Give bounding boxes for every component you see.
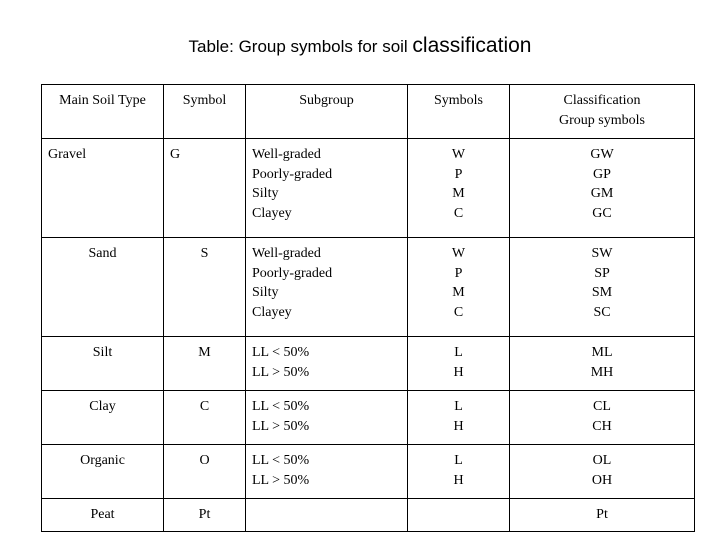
symbol-item: P bbox=[454, 265, 463, 281]
symbol-cell: C bbox=[164, 391, 246, 445]
symbol-item: M bbox=[452, 285, 465, 300]
symbol-item: M bbox=[452, 186, 465, 201]
group-symbol-item: SM bbox=[591, 285, 613, 300]
subgroup-cell bbox=[246, 445, 408, 499]
soil-classification-table bbox=[41, 84, 695, 532]
soil-type-cell: Sand bbox=[42, 238, 164, 337]
table-row bbox=[42, 139, 695, 238]
symbol-item: W bbox=[451, 147, 466, 162]
symbol-item: H bbox=[453, 364, 464, 380]
symbol-item: L bbox=[454, 399, 463, 414]
symbol-item: L bbox=[454, 453, 463, 468]
soil-type-cell: Organic bbox=[42, 445, 164, 499]
group-symbols-cell bbox=[510, 337, 695, 391]
group-symbol-item: GW bbox=[590, 147, 614, 162]
symbol-cell: S bbox=[164, 238, 246, 337]
subgroup-item: LL > 50% bbox=[252, 364, 310, 380]
symbol-item: C bbox=[453, 304, 464, 320]
header-main-soil-type: Main Soil Type bbox=[42, 85, 164, 139]
symbol-item: H bbox=[453, 472, 464, 488]
symbol-cell: Pt bbox=[164, 499, 246, 532]
symbol-item: H bbox=[453, 418, 464, 434]
symbol-item: L bbox=[454, 345, 463, 360]
soil-type-cell: Peat bbox=[42, 499, 164, 532]
symbol-cell: M bbox=[164, 337, 246, 391]
group-symbol-item: ML bbox=[591, 345, 613, 360]
group-symbol-item: SC bbox=[593, 304, 611, 320]
subgroup-item: Poorly-graded bbox=[252, 166, 333, 182]
subgroup-cell bbox=[246, 391, 408, 445]
header-subgroup: Subgroup bbox=[246, 85, 408, 139]
symbol-item: P bbox=[454, 166, 463, 182]
table-row bbox=[42, 391, 695, 445]
soil-type-cell: Clay bbox=[42, 391, 164, 445]
group-symbol-item: GP bbox=[593, 166, 611, 182]
subgroup-item: Silty bbox=[252, 186, 279, 201]
symbol-item: W bbox=[451, 246, 466, 261]
subgroup-item: Poorly-graded bbox=[252, 265, 333, 281]
group-symbol-item: GM bbox=[590, 186, 614, 201]
group-symbols-cell: Pt bbox=[510, 499, 695, 532]
group-symbols-cell bbox=[510, 238, 695, 337]
title-text: Table: Group symbols for soil bbox=[188, 37, 413, 56]
group-symbol-item: GC bbox=[592, 205, 612, 221]
group-symbol-item: SP bbox=[594, 265, 610, 281]
subgroup-cell bbox=[246, 139, 408, 238]
subgroup-cell-empty bbox=[246, 499, 408, 532]
subgroup-cell bbox=[246, 337, 408, 391]
table-row bbox=[42, 499, 695, 532]
header-classification-line1: Classification bbox=[563, 93, 641, 108]
table-row bbox=[42, 445, 695, 499]
subgroup-item: LL > 50% bbox=[252, 418, 310, 434]
symbols-cell bbox=[408, 391, 510, 445]
subgroup-item: Clayey bbox=[252, 304, 292, 320]
group-symbol-item: MH bbox=[590, 364, 614, 380]
header-classification-line2: Group symbols bbox=[559, 112, 645, 128]
symbol-item: C bbox=[453, 205, 464, 221]
group-symbol-item: CL bbox=[593, 399, 611, 414]
subgroup-item: LL > 50% bbox=[252, 472, 310, 488]
group-symbols-cell bbox=[510, 445, 695, 499]
subgroup-item: Well-graded bbox=[252, 147, 321, 162]
symbols-cell-empty bbox=[408, 499, 510, 532]
subgroup-cell bbox=[246, 238, 408, 337]
subgroup-item: LL < 50% bbox=[252, 345, 310, 360]
group-symbol-item: CH bbox=[592, 418, 612, 434]
header-symbols: Symbols bbox=[408, 85, 510, 139]
table-row bbox=[42, 337, 695, 391]
title-text-large: classification bbox=[412, 34, 532, 57]
soil-type-cell: Silt bbox=[42, 337, 164, 391]
symbol-cell: O bbox=[164, 445, 246, 499]
header-symbol: Symbol bbox=[164, 85, 246, 139]
subgroup-item: LL < 50% bbox=[252, 399, 310, 414]
group-symbol-item: SW bbox=[591, 246, 613, 261]
symbols-cell bbox=[408, 445, 510, 499]
table-row bbox=[42, 238, 695, 337]
page-title bbox=[0, 34, 720, 58]
group-symbol-item: OH bbox=[591, 472, 613, 488]
symbols-cell bbox=[408, 337, 510, 391]
group-symbols-cell bbox=[510, 139, 695, 238]
group-symbols-cell bbox=[510, 391, 695, 445]
subgroup-item: Silty bbox=[252, 285, 279, 300]
group-symbol-item: OL bbox=[592, 453, 612, 468]
subgroup-item: Well-graded bbox=[252, 246, 321, 261]
subgroup-item: LL < 50% bbox=[252, 453, 310, 468]
symbol-cell: G bbox=[164, 139, 246, 238]
header-row bbox=[42, 85, 695, 139]
header-classification bbox=[510, 85, 695, 139]
symbols-cell bbox=[408, 238, 510, 337]
subgroup-item: Clayey bbox=[252, 205, 292, 221]
symbols-cell bbox=[408, 139, 510, 238]
soil-type-cell: Gravel bbox=[42, 139, 164, 238]
